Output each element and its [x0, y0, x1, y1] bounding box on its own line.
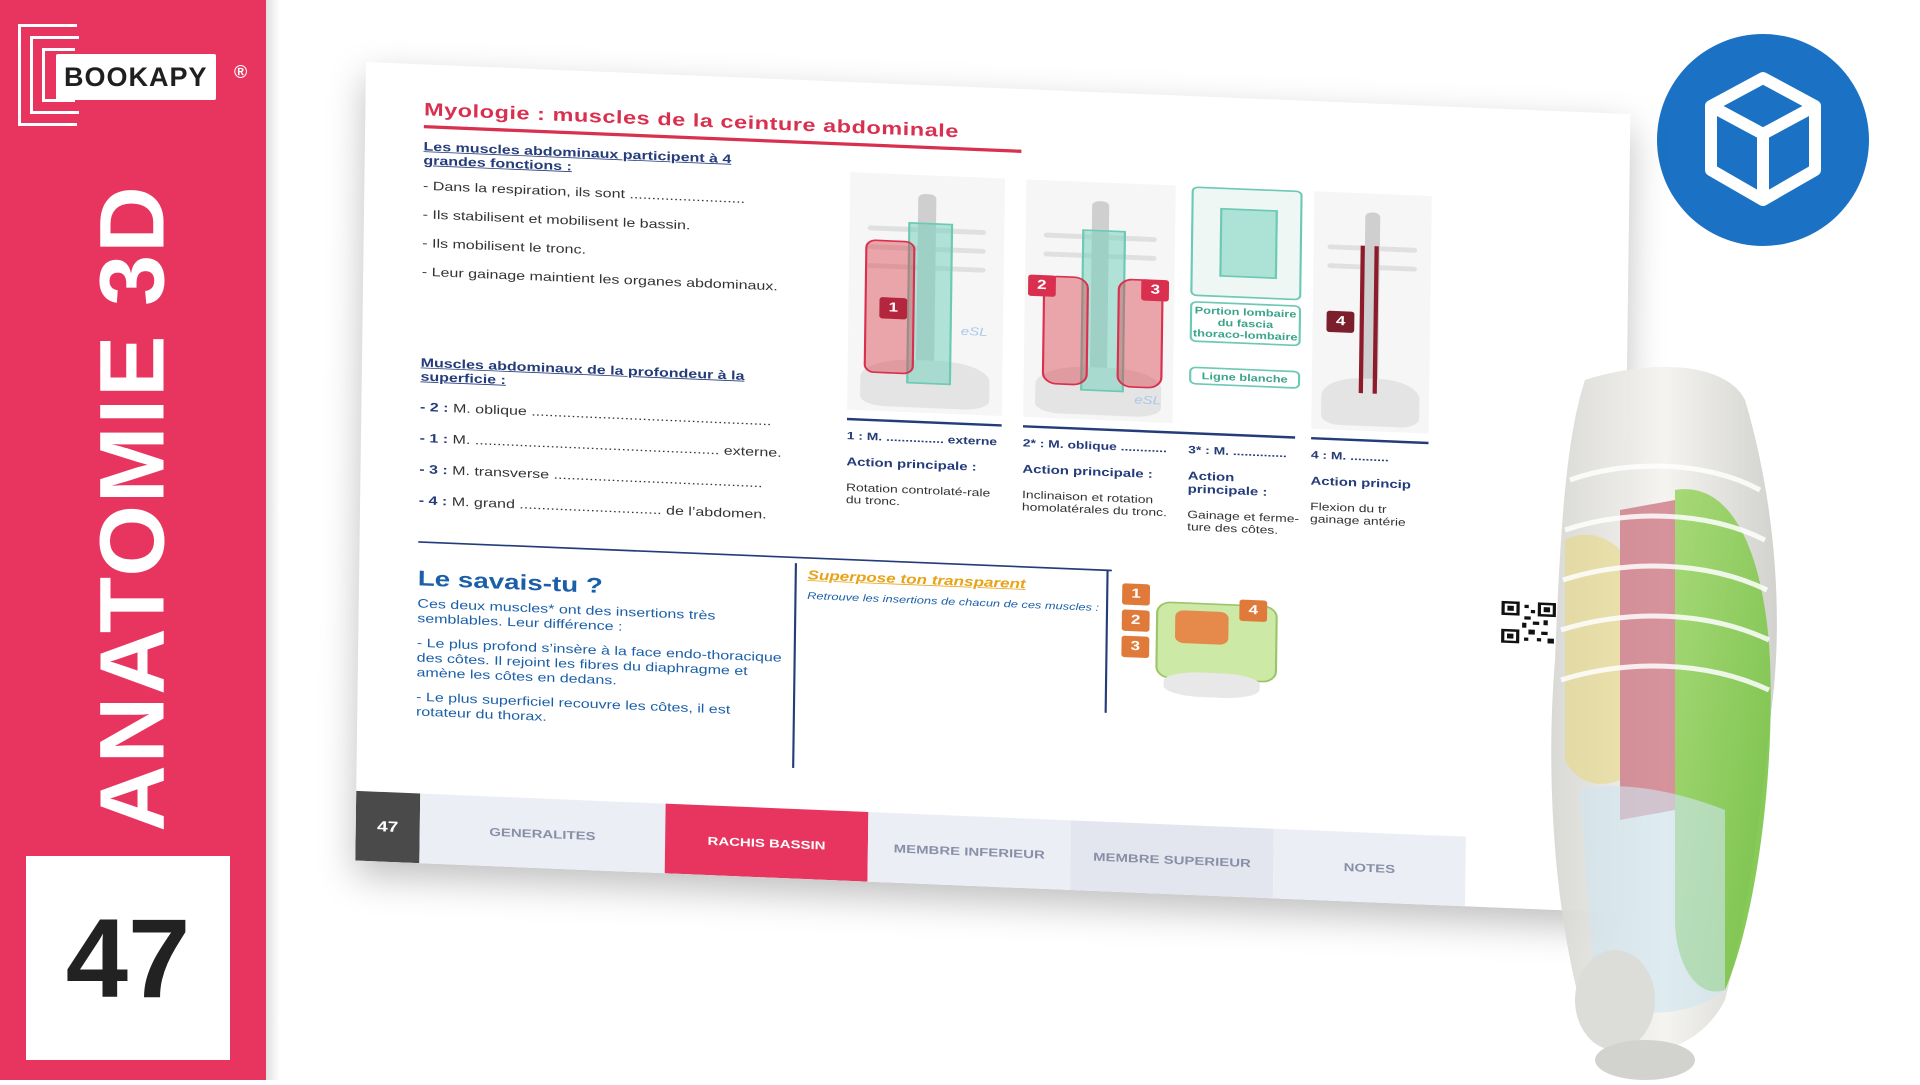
figure-tag: 4: [1327, 311, 1355, 333]
muscle-line-4: [419, 494, 803, 524]
caption-label: 1 : M. ............... externe: [846, 429, 998, 448]
muscle-text: M. oblique ......................................................: [452, 401, 772, 429]
insertion-diagram: [1121, 583, 1283, 712]
tab-generalites[interactable]: GENERALITES: [419, 794, 665, 874]
page-title: Myologie : muscles de la ceinture abdominale: [423, 98, 960, 142]
figure-tag: 3: [1141, 279, 1169, 301]
episode-number-box: [26, 856, 230, 1060]
figure-caption: [1187, 443, 1306, 537]
callout-linea-alba: Ligne blanche: [1189, 366, 1300, 389]
bullet-bassin: - Ils stabilisent et mobilisent le bassin.: [422, 207, 691, 233]
muscle-num: - 1 :: [419, 431, 449, 447]
muscle-text: M. grand ................................ de l’abdomen.: [451, 494, 767, 522]
did-you-know-line: - Le plus profond s’insère à la face endo-thoracique des côtes. Il rejoint les fibres du diaphragme et amène les côtes en dedans.: [416, 636, 782, 688]
tab-notes[interactable]: NOTES: [1273, 829, 1466, 907]
page-number: 47: [355, 791, 420, 863]
did-you-know-text: [416, 597, 786, 735]
figure-separator: [847, 418, 1002, 427]
brand-logo: [18, 24, 250, 124]
fascia-inset: [1190, 186, 1302, 300]
tab-rachis-bassin[interactable]: RACHIS BASSIN: [665, 804, 869, 882]
insertion-shape: [1175, 610, 1229, 645]
action-title: Action principale :: [1022, 461, 1153, 481]
figure-separator: [1311, 437, 1428, 444]
muscle-line-3: [419, 462, 803, 492]
side-title: ANATOMIE 3D: [81, 184, 184, 832]
column-divider: [1105, 569, 1109, 712]
episode-number: 47: [65, 895, 191, 1021]
section-divider: [418, 541, 1112, 571]
muscle-num: - 4 :: [418, 493, 448, 509]
figure-oblique-externe: [847, 172, 1005, 416]
muscle-num: - 2 :: [419, 400, 449, 416]
insertion-tag: 2: [1122, 609, 1150, 631]
did-you-know-line: Ces deux muscles* ont des insertions très semblables. Leur différence :: [417, 596, 716, 634]
bullet-tronc: - Ils mobilisent le tronc.: [422, 236, 587, 258]
action-title: Action principale :: [846, 454, 977, 474]
tab-membre-superieur[interactable]: MEMBRE SUPERIEUR: [1070, 820, 1274, 898]
caption-label: 3* : M. ..............: [1188, 443, 1287, 460]
insertion-tag: 3: [1121, 636, 1149, 658]
action-title: Action princip: [1310, 473, 1412, 492]
watermark: eSL: [960, 324, 988, 339]
band-shadow: [266, 0, 280, 1080]
insertion-tag: 4: [1239, 600, 1267, 622]
figure-caption: [1310, 448, 1428, 529]
bullet-respiration: - Dans la respiration, ils sont ..........................: [422, 179, 746, 207]
caption-label: 4 : M. ..........: [1310, 448, 1389, 464]
3d-torso-model: [1525, 360, 1825, 1080]
action-text: Inclinaison et rotation homolatérales du tronc.: [1021, 488, 1167, 519]
tab-membre-inferieur[interactable]: MEMBRE INFERIEUR: [867, 812, 1071, 890]
figure-grand-droit: [1311, 191, 1432, 433]
column-divider: [792, 563, 797, 768]
figure-separator: [1023, 425, 1295, 439]
logo-box: [56, 54, 216, 100]
cube-icon-graphic: [1657, 34, 1869, 246]
action-text: Gainage et ferme-ture des côtes.: [1187, 508, 1300, 537]
functions-heading: Les muscles abdominaux participent à 4 grandes fonctions :: [423, 139, 732, 174]
action-text: Flexion du tr gainage antérie: [1309, 500, 1406, 529]
did-you-know-title: Le savais-tu ?: [417, 565, 603, 598]
action-title: Action principale :: [1187, 468, 1268, 499]
superpose-text: Retrouve les insertions de chacun de ces muscles :: [807, 589, 1100, 614]
torso-graphic: [1525, 360, 1825, 1080]
cube-icon: [1657, 34, 1869, 246]
did-you-know-line: - Le plus superficiel recouvre les côtes, il est rotateur du thorax.: [415, 690, 731, 725]
muscle-num: - 3 :: [419, 462, 448, 478]
action-text: Rotation controlaté-rale du tronc.: [845, 480, 991, 508]
insertion-tag: 1: [1122, 583, 1150, 605]
fascia-shape: [1219, 208, 1278, 279]
registered-mark: ®: [234, 62, 248, 82]
muscle-text: M. ....................................................... externe.: [452, 432, 782, 461]
section-tabs: [355, 791, 1620, 913]
figure-tag: 2: [1028, 274, 1056, 296]
muscle-text: M. transverse ...............................................: [452, 463, 763, 491]
figure-oblique-interne: [1023, 179, 1176, 423]
caption-label: 2* : M. oblique ............: [1022, 436, 1168, 455]
figure-caption: [846, 429, 1007, 512]
muscle-line-1: [420, 431, 804, 461]
book-page: [355, 62, 1630, 913]
watermark: eSL: [1134, 392, 1161, 408]
bullet-organes: - Leur gainage maintient les organes abdominaux.: [421, 265, 778, 294]
pelvis: [1321, 377, 1420, 429]
muscle-line-2: [420, 400, 804, 430]
depth-heading: Muscles abdominaux de la profondeur à la superficie :: [420, 355, 745, 388]
figure-caption: [1022, 437, 1183, 520]
callout-lumbar-fascia: Portion lombaire du fascia thoraco-lombaire: [1190, 301, 1302, 347]
figure-tag: 1: [879, 297, 907, 319]
superpose-title: Superpose ton transparent: [807, 568, 1026, 592]
brand-name: BOOKAPY: [64, 61, 208, 92]
